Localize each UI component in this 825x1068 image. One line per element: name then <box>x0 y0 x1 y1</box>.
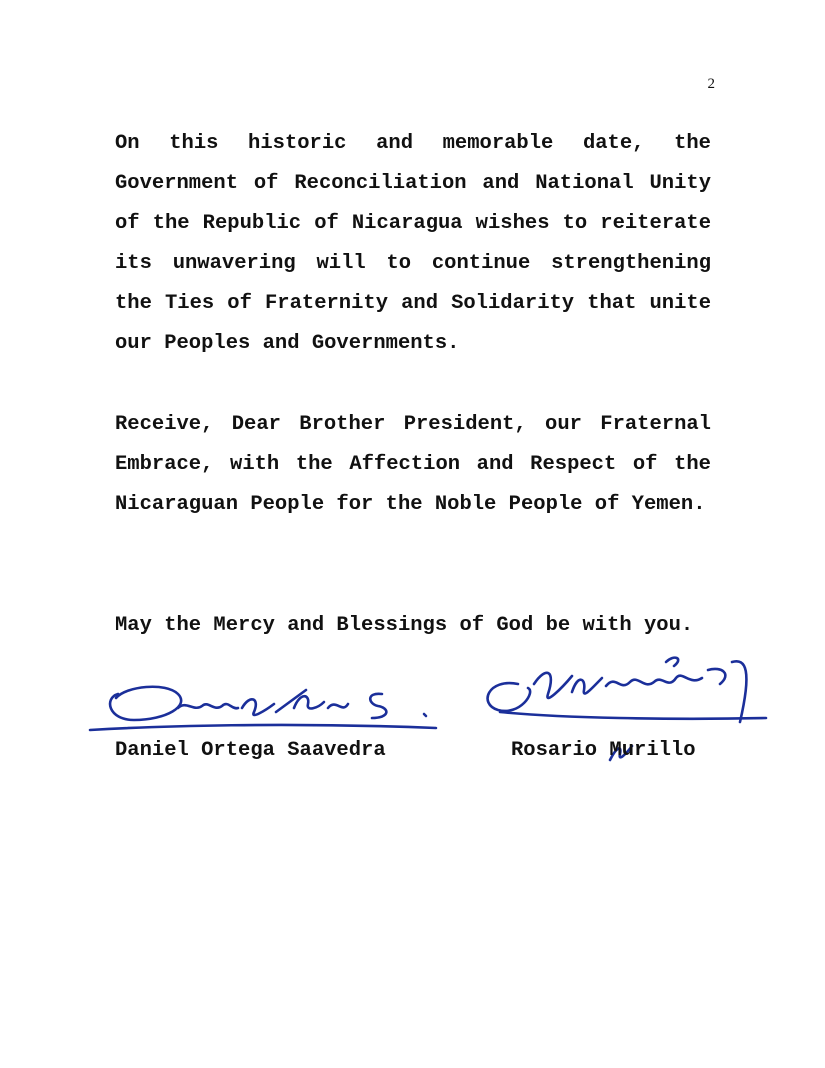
page-number: 2 <box>707 76 715 92</box>
signatory-name-rosario-murillo: Rosario Murillo <box>511 739 696 762</box>
closing-line: May the Mercy and Blessings of God be with you. <box>115 614 694 637</box>
body-paragraph-1: On this historic and memorable date, the Government of Reconciliation and National Unity of the Republic of Nicaragua wishes to reiterate its unwavering will to continue strengthening the Ties of Fraternity and Solidarity that unite our Peoples and Governments. <box>115 132 711 355</box>
signatory-name-daniel-ortega: Daniel Ortega Saavedra <box>115 739 386 762</box>
body-paragraph-2: Receive, Dear Brother President, our Fraternal Embrace, with the Affection and Respect of the Nicaraguan People for the Noble People of Yemen. <box>115 413 711 516</box>
